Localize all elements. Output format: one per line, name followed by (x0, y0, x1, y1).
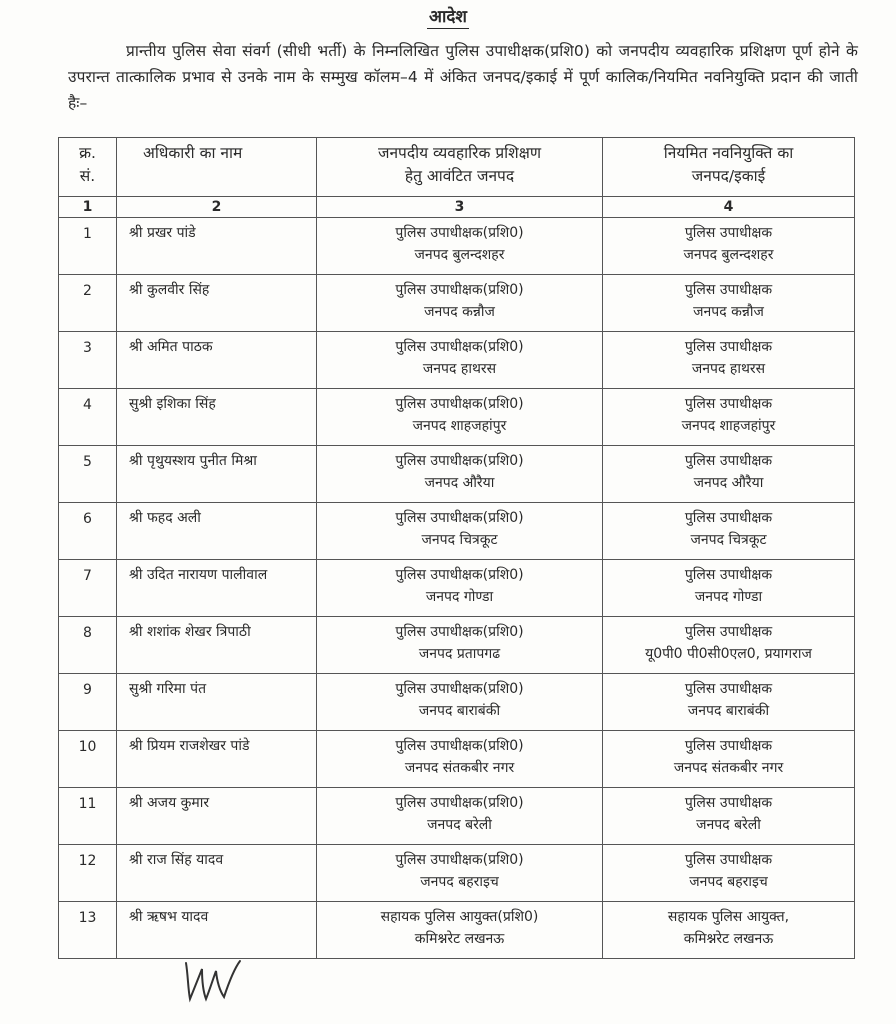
posting-district-cell (603, 446, 855, 503)
row-serial-number: 3 (59, 332, 117, 389)
officer-name: श्री राज सिंह यादव (117, 845, 317, 902)
row-serial-number: 13 (59, 902, 117, 959)
training-district: कमिश्नरेट लखनऊ (414, 931, 505, 947)
order-heading-text: आदेश (429, 7, 467, 27)
posting-designation: पुलिस उपाधीक्षक (684, 510, 773, 526)
officer-name: श्री ऋषभ यादव (117, 902, 317, 959)
intro-paragraph: प्रान्तीय पुलिस सेवा संवर्ग (सीधी भर्ती) के निम्नलिखित पुलिस उपाधीक्षक(प्रशि0) को जनपदीय व्यवहारिक प्रशिक्षण पूर्ण होने के उपरान्त तात्कालिक प्रभाव से उनके नाम के सम्मुख कॉलम–4 में अंकित जनपद/इकाई में पूर्ण कालिक/नियमित नवनियुक्ति प्रदान की जाती हैः– (68, 42, 858, 112)
officer-name: श्री अमित पाठक (117, 332, 317, 389)
posting-district: जनपद औरैया (693, 475, 764, 491)
table-row (59, 674, 855, 731)
training-district: जनपद गोण्डा (425, 589, 494, 605)
posting-designation: पुलिस उपाधीक्षक (684, 282, 773, 298)
header-sn (59, 138, 117, 197)
column-number: 3 (317, 197, 603, 218)
header-officer-name: अधिकारी का नाम (117, 138, 317, 197)
table-row (59, 902, 855, 959)
posting-district: जनपद बाराबंकी (687, 703, 770, 719)
training-district: जनपद संतकबीर नगर (404, 760, 515, 776)
row-serial-number: 9 (59, 674, 117, 731)
training-designation: पुलिस उपाधीक्षक(प्रशि0) (395, 510, 524, 526)
posting-district: जनपद शाहजहांपुर (681, 418, 776, 434)
training-designation: पुलिस उपाधीक्षक(प्रशि0) (395, 282, 524, 298)
posting-designation: पुलिस उपाधीक्षक (684, 852, 773, 868)
row-serial-number: 10 (59, 731, 117, 788)
posting-designation: पुलिस उपाधीक्षक (684, 624, 773, 640)
header-posting-line1: नियमित नवनियुक्ति का (663, 144, 794, 162)
row-serial-number: 1 (59, 218, 117, 275)
column-number: 2 (117, 197, 317, 218)
header-sn-line1: क्र. (79, 144, 96, 162)
posting-district-cell (603, 902, 855, 959)
header-sn-line2: सं. (79, 167, 96, 185)
training-district: जनपद बरेली (427, 817, 492, 833)
training-district-cell (317, 560, 603, 617)
training-designation: पुलिस उपाधीक्षक(प्रशि0) (395, 624, 524, 640)
officer-name: श्री उदित नारायण पालीवाल (117, 560, 317, 617)
posting-district: जनपद हाथरस (691, 361, 766, 377)
officer-name: श्री फहद अली (117, 503, 317, 560)
training-district: जनपद औरैया (424, 475, 495, 491)
officer-name: श्री प्रियम राजशेखर पांडे (117, 731, 317, 788)
posting-district-cell (603, 218, 855, 275)
posting-district-cell (603, 788, 855, 845)
training-district-cell (317, 845, 603, 902)
officer-name: श्री अजय कुमार (117, 788, 317, 845)
training-district: जनपद बहराइच (420, 874, 499, 890)
posting-district-cell (603, 845, 855, 902)
training-designation: पुलिस उपाधीक्षक(प्रशि0) (395, 396, 524, 412)
posting-table (58, 137, 855, 959)
posting-district: जनपद संतकबीर नगर (673, 760, 784, 776)
handwritten-signature (180, 955, 260, 1005)
training-district-cell (317, 275, 603, 332)
table-row (59, 332, 855, 389)
posting-district-cell (603, 560, 855, 617)
training-district-cell (317, 788, 603, 845)
table-row (59, 275, 855, 332)
training-district-cell (317, 389, 603, 446)
posting-district-cell (603, 275, 855, 332)
table-body (59, 218, 855, 959)
training-designation: पुलिस उपाधीक्षक(प्रशि0) (395, 453, 524, 469)
training-district: जनपद चित्रकूट (421, 532, 498, 548)
table-row (59, 389, 855, 446)
training-district-cell (317, 446, 603, 503)
training-designation: पुलिस उपाधीक्षक(प्रशि0) (395, 225, 524, 241)
training-designation: पुलिस उपाधीक्षक(प्रशि0) (395, 339, 524, 355)
row-serial-number: 8 (59, 617, 117, 674)
training-district-cell (317, 332, 603, 389)
row-serial-number: 6 (59, 503, 117, 560)
training-district-cell (317, 617, 603, 674)
training-designation: पुलिस उपाधीक्षक(प्रशि0) (395, 681, 524, 697)
header-posting-district (603, 138, 855, 197)
training-district-cell (317, 503, 603, 560)
posting-district: जनपद गोण्डा (694, 589, 763, 605)
posting-designation: पुलिस उपाधीक्षक (684, 225, 773, 241)
posting-designation: पुलिस उपाधीक्षक (684, 396, 773, 412)
training-designation: पुलिस उपाधीक्षक(प्रशि0) (395, 795, 524, 811)
posting-district: कमिश्नरेट लखनऊ (683, 931, 774, 947)
posting-designation: सहायक पुलिस आयुक्त, (667, 909, 790, 925)
training-district: जनपद हाथरस (422, 361, 497, 377)
training-district: जनपद कन्नौज (424, 304, 495, 320)
row-serial-number: 4 (59, 389, 117, 446)
training-designation: पुलिस उपाधीक्षक(प्रशि0) (395, 738, 524, 754)
posting-district: जनपद कन्नौज (693, 304, 764, 320)
table-row (59, 218, 855, 275)
table-row (59, 617, 855, 674)
posting-district: जनपद बुलन्दशहर (683, 247, 774, 263)
row-serial-number: 11 (59, 788, 117, 845)
table-row (59, 845, 855, 902)
header-training-line1: जनपदीय व्यवहारिक प्रशिक्षण (377, 144, 542, 162)
posting-designation: पुलिस उपाधीक्षक (684, 795, 773, 811)
training-district-cell (317, 731, 603, 788)
column-number: 1 (59, 197, 117, 218)
row-serial-number: 7 (59, 560, 117, 617)
posting-designation: पुलिस उपाधीक्षक (684, 339, 773, 355)
row-serial-number: 12 (59, 845, 117, 902)
posting-district-cell (603, 617, 855, 674)
signature-stroke (186, 961, 240, 999)
posting-district-cell (603, 674, 855, 731)
posting-designation: पुलिस उपाधीक्षक (684, 738, 773, 754)
table-row (59, 446, 855, 503)
posting-designation: पुलिस उपाधीक्षक (684, 453, 773, 469)
header-training-line2: हेतु आवंटित जनपद (404, 167, 515, 185)
training-district: जनपद बाराबंकी (418, 703, 501, 719)
row-serial-number: 5 (59, 446, 117, 503)
posting-district: जनपद बहराइच (689, 874, 768, 890)
officer-name: सुश्री गरिमा पंत (117, 674, 317, 731)
table-row (59, 503, 855, 560)
training-designation: पुलिस उपाधीक्षक(प्रशि0) (395, 852, 524, 868)
training-district: जनपद शाहजहांपुर (412, 418, 507, 434)
training-designation: पुलिस उपाधीक्षक(प्रशि0) (395, 567, 524, 583)
table-row (59, 560, 855, 617)
posting-district: यू0पी0 पी0सी0एल0, प्रयागराज (645, 646, 812, 662)
posting-designation: पुलिस उपाधीक्षक (684, 681, 773, 697)
officer-name: श्री शशांक शेखर त्रिपाठी (117, 617, 317, 674)
column-number-row (59, 197, 855, 218)
header-training-district (317, 138, 603, 197)
header-posting-line2: जनपद/इकाई (691, 167, 766, 185)
posting-district-cell (603, 503, 855, 560)
officer-name: श्री पृथुयस्शय पुनीत मिश्रा (117, 446, 317, 503)
posting-district: जनपद बरेली (696, 817, 761, 833)
table-row (59, 788, 855, 845)
row-serial-number: 2 (59, 275, 117, 332)
column-number: 4 (603, 197, 855, 218)
posting-district-cell (603, 332, 855, 389)
training-district-cell (317, 902, 603, 959)
posting-district: जनपद चित्रकूट (690, 532, 767, 548)
officer-name: सुश्री इशिका सिंह (117, 389, 317, 446)
posting-district-cell (603, 731, 855, 788)
header-row (59, 138, 855, 197)
posting-district-cell (603, 389, 855, 446)
order-heading (0, 4, 896, 27)
table-row (59, 731, 855, 788)
posting-designation: पुलिस उपाधीक्षक (684, 567, 773, 583)
training-district: जनपद प्रतापगढ (418, 646, 501, 662)
officer-name: श्री प्रखर पांडे (117, 218, 317, 275)
training-district: जनपद बुलन्दशहर (414, 247, 505, 263)
officer-name: श्री कुलवीर सिंह (117, 275, 317, 332)
training-district-cell (317, 674, 603, 731)
training-designation: सहायक पुलिस आयुक्त(प्रशि0) (380, 909, 539, 925)
training-district-cell (317, 218, 603, 275)
